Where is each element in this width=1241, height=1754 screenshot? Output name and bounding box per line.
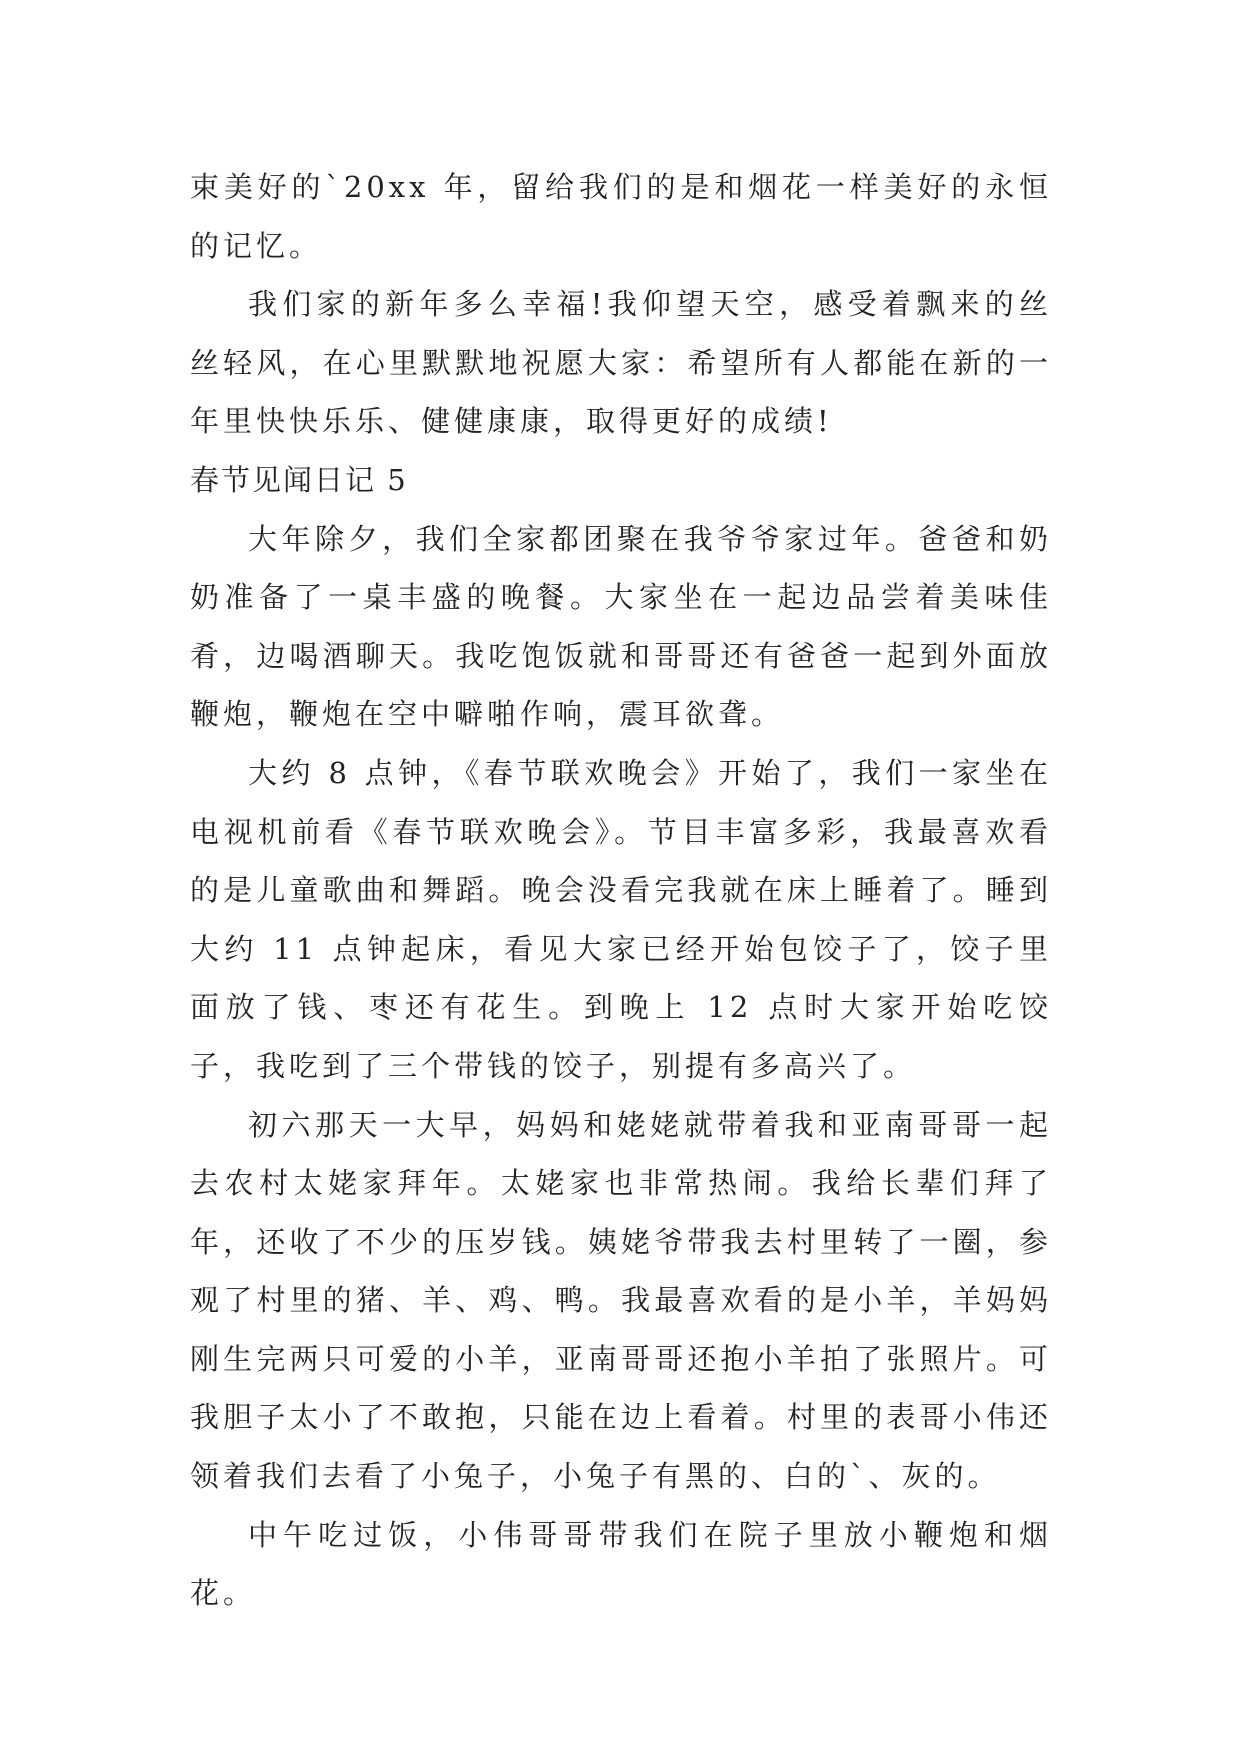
document-page (190, 158, 1052, 1623)
paragraph-new-years-eve: 大年除夕，我们全家都团聚在我爷爷家过年。爸爸和奶奶准备了一桌丰盛的晚餐。大家坐在一起边品尝着美味佳肴，边喝酒聊天。我吃饱饭就和哥哥还有爸爸一起到外面放鞭炮，鞭炮在空中噼啪作响，震耳欲聋。 (190, 521, 1052, 732)
paragraph-new-year-wish: 我们家的新年多么幸福!我仰望天空，感受着飘来的丝丝轻风，在心里默默地祝愿大家：希望所有人都能在新的一年里快快乐乐、健健康康，取得更好的成绩! (190, 287, 1052, 439)
paragraph-village-visit: 初六那天一大早，妈妈和姥姥就带着我和亚南哥哥一起去农村太姥家拜年。太姥家也非常热闹。我给长辈们拜了年，还收了不少的压岁钱。姨姥爷带我去村里转了一圈，参观了村里的猪、羊、鸡、鸭。我最喜欢看的是小羊，羊妈妈刚生完两只可爱的小羊，亚南哥哥还抱小羊拍了张照片。可我胆子太小了不敢抱，只能在边上看着。村里的表哥小伟还领着我们去看了小兔子，小兔子有黑的、白的`、灰的。 (190, 1107, 1052, 1494)
paragraph-firecrackers: 中午吃过饭，小伟哥哥带我们在院子里放小鞭炮和烟花。 (190, 1517, 1052, 1611)
paragraph-continuation: 束美好的`20xx 年，留给我们的是和烟花一样美好的永恒的记忆。 (190, 170, 1052, 263)
section-heading: 春节见闻日记 5 (190, 462, 408, 497)
paragraph-spring-gala: 大约 8 点钟，《春节联欢晚会》开始了，我们一家坐在电视机前看《春节联欢晚会》。节目丰富多彩，我最喜欢看的是儿童歌曲和舞蹈。晚会没看完我就在床上睡着了。睡到大约 11 点钟起床，看见大家已经开始包饺子了，饺子里面放了钱、枣还有花生。到晚上 12 点时大家开始吃饺子，我吃到了三个带钱的饺子，别提有多高兴了。 (190, 755, 1052, 1083)
